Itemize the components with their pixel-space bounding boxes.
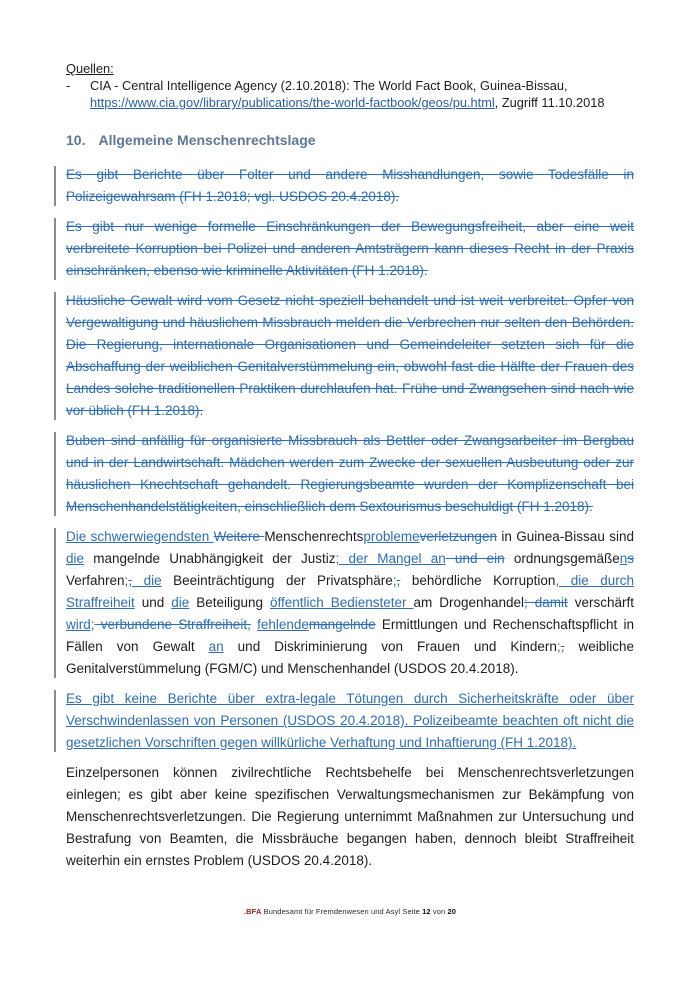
section-title: Allgemeine Menschenrechtslage <box>98 132 316 148</box>
inserted-text-run: öffentlich Bediensteter <box>270 595 414 610</box>
inserted-text-run: n <box>619 551 628 566</box>
section-heading <box>66 132 634 148</box>
source-citation: CIA - Central Intelligence Agency (2.10.2018): The World Fact Book, Guinea-Bissau, <box>90 78 568 93</box>
text-run: Ermittlungen und Rechenschaftspflicht in Fällen von Gewalt <box>66 617 634 654</box>
paragraph <box>66 430 634 518</box>
inserted-text-run: fehlende <box>257 617 309 632</box>
text-run: Beeinträchtigung der Privatsphäre <box>161 573 393 588</box>
inserted-text-run: die <box>66 551 85 566</box>
footer-page-current: 12 <box>422 907 431 916</box>
text-run: weibliche Genitalverstümmelung (FGM/C) und Menschenhandel (USDOS 20.4.2018). <box>66 639 635 676</box>
deleted-text-run: Buben sind anfällig für organisierte Missbrauch als Bettler oder Zwangsarbeiter im Bergbau und in der Landwirtschaft. Mädchen werden zum Zwecke der sexuellen Ausbeutung oder zur häuslichen Knechtschaft gehandelt. Regierungsbeamte wurden der Komplizenschaft bei Menschenhandelstätigkeiten, einschließlich dem Sextourismus beschuldigt (FH 1.2018). <box>66 433 634 514</box>
paragraphs-container <box>66 164 634 872</box>
deleted-text-run: verbundene Straffreiheit, <box>94 617 251 632</box>
text-run: Menschenrechts <box>264 529 364 544</box>
paragraph <box>66 762 634 872</box>
text-run: Verfahren <box>66 573 125 588</box>
text-run: Einzelpersonen können zivilrechtliche Rechtsbehelfe bei Menschenrechtsverletzungen einlegen; es gibt aber keine spezifischen Verwaltungsmechanismen zur Bekämpfung von Menschenrechtsverletzungen. Die Regierung unternimmt Maßnahmen zur Untersuchung und Bestrafung von Beamten, die Missbräuche begangen haben, dennoch bleibt Straffreiheit weiterhin ein ernstes Problem (USDOS 20.4.2018). <box>66 765 634 868</box>
paragraph <box>66 688 634 754</box>
page-footer <box>0 907 700 916</box>
source-text <box>90 77 634 111</box>
paragraph <box>66 216 634 282</box>
inserted-text-run: , die durch Straffreiheit <box>66 573 634 610</box>
sources-label: Quellen: <box>66 61 114 76</box>
deleted-text-run: Es gibt Berichte über Folter und andere Misshandlungen, sowie Todesfälle in Polizeigewahrsam (FH 1.2018; vgl. USDOS 20.4.2018). <box>66 167 634 204</box>
text-run: mangelnde Unabhängigkeit der Justiz <box>84 551 336 566</box>
source-link[interactable]: https://www.cia.gov/library/publications/the-world-factbook/geos/pu.html <box>90 95 495 110</box>
inserted-text-run: die <box>171 595 190 610</box>
inserted-text-run: ; der Mangel an <box>335 551 446 566</box>
sources-section <box>66 60 634 111</box>
deleted-text-run: s <box>627 551 634 566</box>
paragraph <box>66 526 634 680</box>
footer-page-separator: von <box>432 907 446 916</box>
inserted-text-run: wird; <box>66 617 95 632</box>
paragraph <box>66 164 634 208</box>
footer-page-total: 20 <box>447 907 457 916</box>
deleted-text-run: Häusliche Gewalt wird vom Gesetz nicht speziell behandelt und ist weit verbreitet. Opfer von Vergewaltigung und häuslichem Missbrauch melden die Verbrechen nur selten den Behörden. Die Regierung, internationale Organisationen und Gemeindeleiter setzten sich für die Abschaffung der weiblichen Genitalverstümmelung ein, obwohl fast die Hälfte der Frauen des Landes solche traditionellen Praktiken durchlaufen hat. Frühe und Zwangsehen sind nach wie vor üblich (FH 1.2018). <box>66 293 634 418</box>
inserted-text-run: an <box>208 639 224 654</box>
text-run: am Drogenhandel <box>413 595 525 610</box>
paragraph <box>66 290 634 422</box>
footer-logo: BFA <box>246 907 262 916</box>
source-item <box>66 77 634 111</box>
inserted-text-run: probleme <box>363 529 420 544</box>
deleted-text-run: und ein <box>445 551 505 566</box>
text-run: verschärft <box>567 595 635 610</box>
deleted-text-run: , <box>128 573 133 588</box>
inserted-text-run: ; <box>124 573 129 588</box>
inserted-text-run: ; <box>392 573 397 588</box>
section-number: 10. <box>66 132 86 148</box>
inserted-text-run: ; <box>556 639 561 654</box>
deleted-text-run: Weitere <box>213 529 265 544</box>
footer-page-label: Seite <box>402 907 420 916</box>
deleted-text-run: , <box>560 639 565 654</box>
inserted-text-run: Die schwerwiegendsten <box>66 529 214 544</box>
deleted-text-run: , <box>396 573 401 588</box>
text-run: Beteiligung <box>189 595 270 610</box>
text-run: und <box>134 595 172 610</box>
deleted-text-run: verletzungen <box>419 529 497 544</box>
source-access-date: , Zugriff 11.10.2018 <box>494 95 605 110</box>
text-run: ordnungsgemäße <box>504 551 620 566</box>
list-dash: - <box>66 78 71 93</box>
inserted-text-run: Es gibt keine Berichte über extra-legale Tötungen durch Sicherheitskräfte oder über Verschwindenlassen von Personen (USDOS 20.4.2018). Polizeibeamte beachten oft nicht die gesetzlichen Vorschriften gegen willkürliche Verhaftung und Inhaftierung (FH 1.2018). <box>66 691 634 750</box>
deleted-text-run: mangelnde <box>308 617 376 632</box>
text-run: behördliche Korruption <box>400 573 556 588</box>
footer-logo-dot: . <box>243 907 247 916</box>
deleted-text-run: ; damit <box>524 595 568 610</box>
footer-org: Bundesamt für Fremdenwesen und Asyl <box>263 907 401 916</box>
deleted-text-run: Es gibt nur wenige formelle Einschränkungen der Bewegungsfreiheit, aber eine weit verbreitete Korruption bei Polizei und anderen Amtsträgern kann dieses Recht in der Praxis einschränken, ebenso wie kriminelle Aktivitäten (FH 1.2018). <box>66 219 634 278</box>
inserted-text-run: die <box>132 573 162 588</box>
text-run: und Diskriminierung von Frauen und Kindern <box>223 639 557 654</box>
text-run: in Guinea-Bissau sind <box>496 529 634 544</box>
